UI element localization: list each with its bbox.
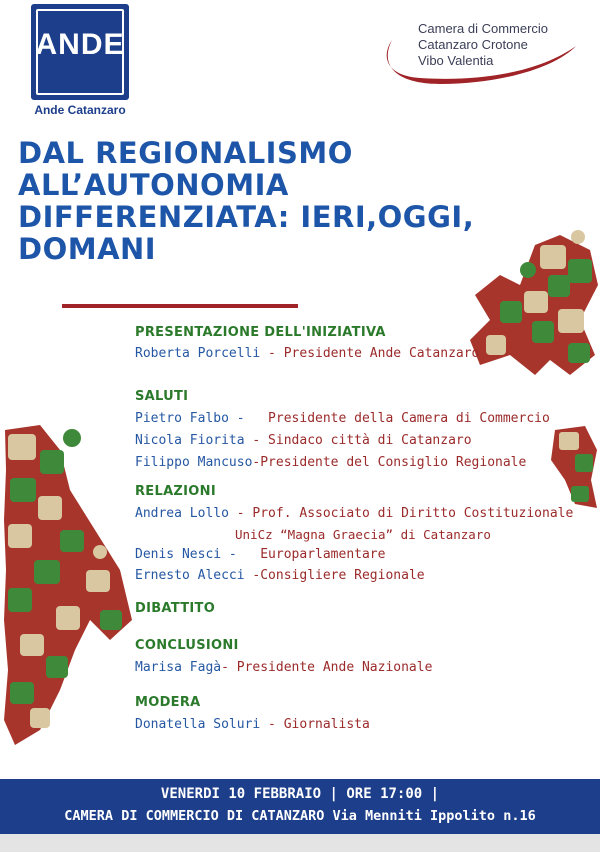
speaker-role: -Consigliere Regionale (244, 568, 425, 583)
event-info-banner (0, 779, 600, 834)
chamber-line: Vibo Valentia (418, 53, 494, 68)
speaker-role: UniCz “Magna Graecia” di Catanzaro (235, 527, 491, 542)
speaker-name: Marisa Fagà (135, 660, 222, 675)
section-heading-modera: MODERA (135, 695, 201, 710)
title-line: DOMANI (18, 232, 157, 266)
ande-caption: Ande Catanzaro (34, 103, 126, 117)
speaker-name: Andrea Lollo (135, 506, 229, 521)
bottom-margin (0, 834, 600, 852)
chamber-line: Catanzaro Crotone (418, 37, 528, 52)
program-line (135, 568, 425, 583)
program-line (135, 547, 385, 562)
speaker-role: Europarlamentare (236, 547, 386, 562)
puzzle-north-italy-icon (440, 225, 600, 385)
speaker-role: Presidente della Camera di Commercio (244, 411, 550, 426)
speaker-name: Nicola Fiorita (135, 433, 245, 448)
program-line (135, 660, 432, 675)
speaker-role: - Prof. Associato di Diritto Costituzionale (228, 506, 574, 521)
section-heading-saluti: SALUTI (135, 389, 189, 404)
program-line (135, 346, 479, 361)
speaker-name: Donatella Soluri (135, 717, 261, 732)
speaker-role: -Presidente del Consiglio Regionale (252, 455, 527, 470)
speaker-name: Denis Nesci - (135, 547, 237, 562)
speaker-name: Roberta Porcelli (135, 346, 261, 361)
program-line (135, 455, 526, 470)
section-heading-conclusioni: CONCLUSIONI (135, 638, 239, 653)
puzzle-south-italy-icon (0, 420, 135, 750)
event-date-time: VENERDI 10 FEBBRAIO | ORE 17:00 | (160, 786, 440, 802)
ande-logo (31, 4, 129, 100)
program-line (135, 433, 472, 448)
title-divider (62, 304, 298, 308)
section-heading-presentazione: PRESENTAZIONE DELL'INIZIATIVA (135, 325, 386, 340)
section-heading-relazioni: RELAZIONI (135, 484, 216, 499)
speaker-role: - Presidente Ande Catanzaro (260, 346, 480, 361)
speaker-role: - Giornalista (260, 717, 370, 732)
speaker-role: - Presidente Ande Nazionale (221, 660, 433, 675)
chamber-of-commerce-name (418, 21, 588, 69)
section-heading-dibattito: DIBATTITO (135, 601, 216, 616)
speaker-role: - Sindaco città di Catanzaro (244, 433, 472, 448)
puzzle-piece-right-icon (545, 420, 600, 515)
program-line (235, 527, 491, 542)
program-line (135, 506, 573, 521)
speaker-name: Ernesto Alecci (135, 568, 245, 583)
title-line: DAL REGIONALISMO (18, 136, 353, 170)
program-line (135, 717, 370, 732)
speaker-name: Pietro Falbo - (135, 411, 245, 426)
title-line: DIFFERENZIATA: IERI,OGGI, (18, 200, 475, 234)
ande-logo-text: ANDE (35, 28, 125, 61)
chamber-line: Camera di Commercio (418, 21, 549, 36)
speaker-name: Filippo Mancuso (135, 455, 253, 470)
title-line: ALL’AUTONOMIA (18, 168, 289, 202)
event-venue: CAMERA DI COMMERCIO DI CATANZARO Via Menniti Ippolito n.16 (64, 808, 536, 824)
program-line (135, 411, 550, 426)
